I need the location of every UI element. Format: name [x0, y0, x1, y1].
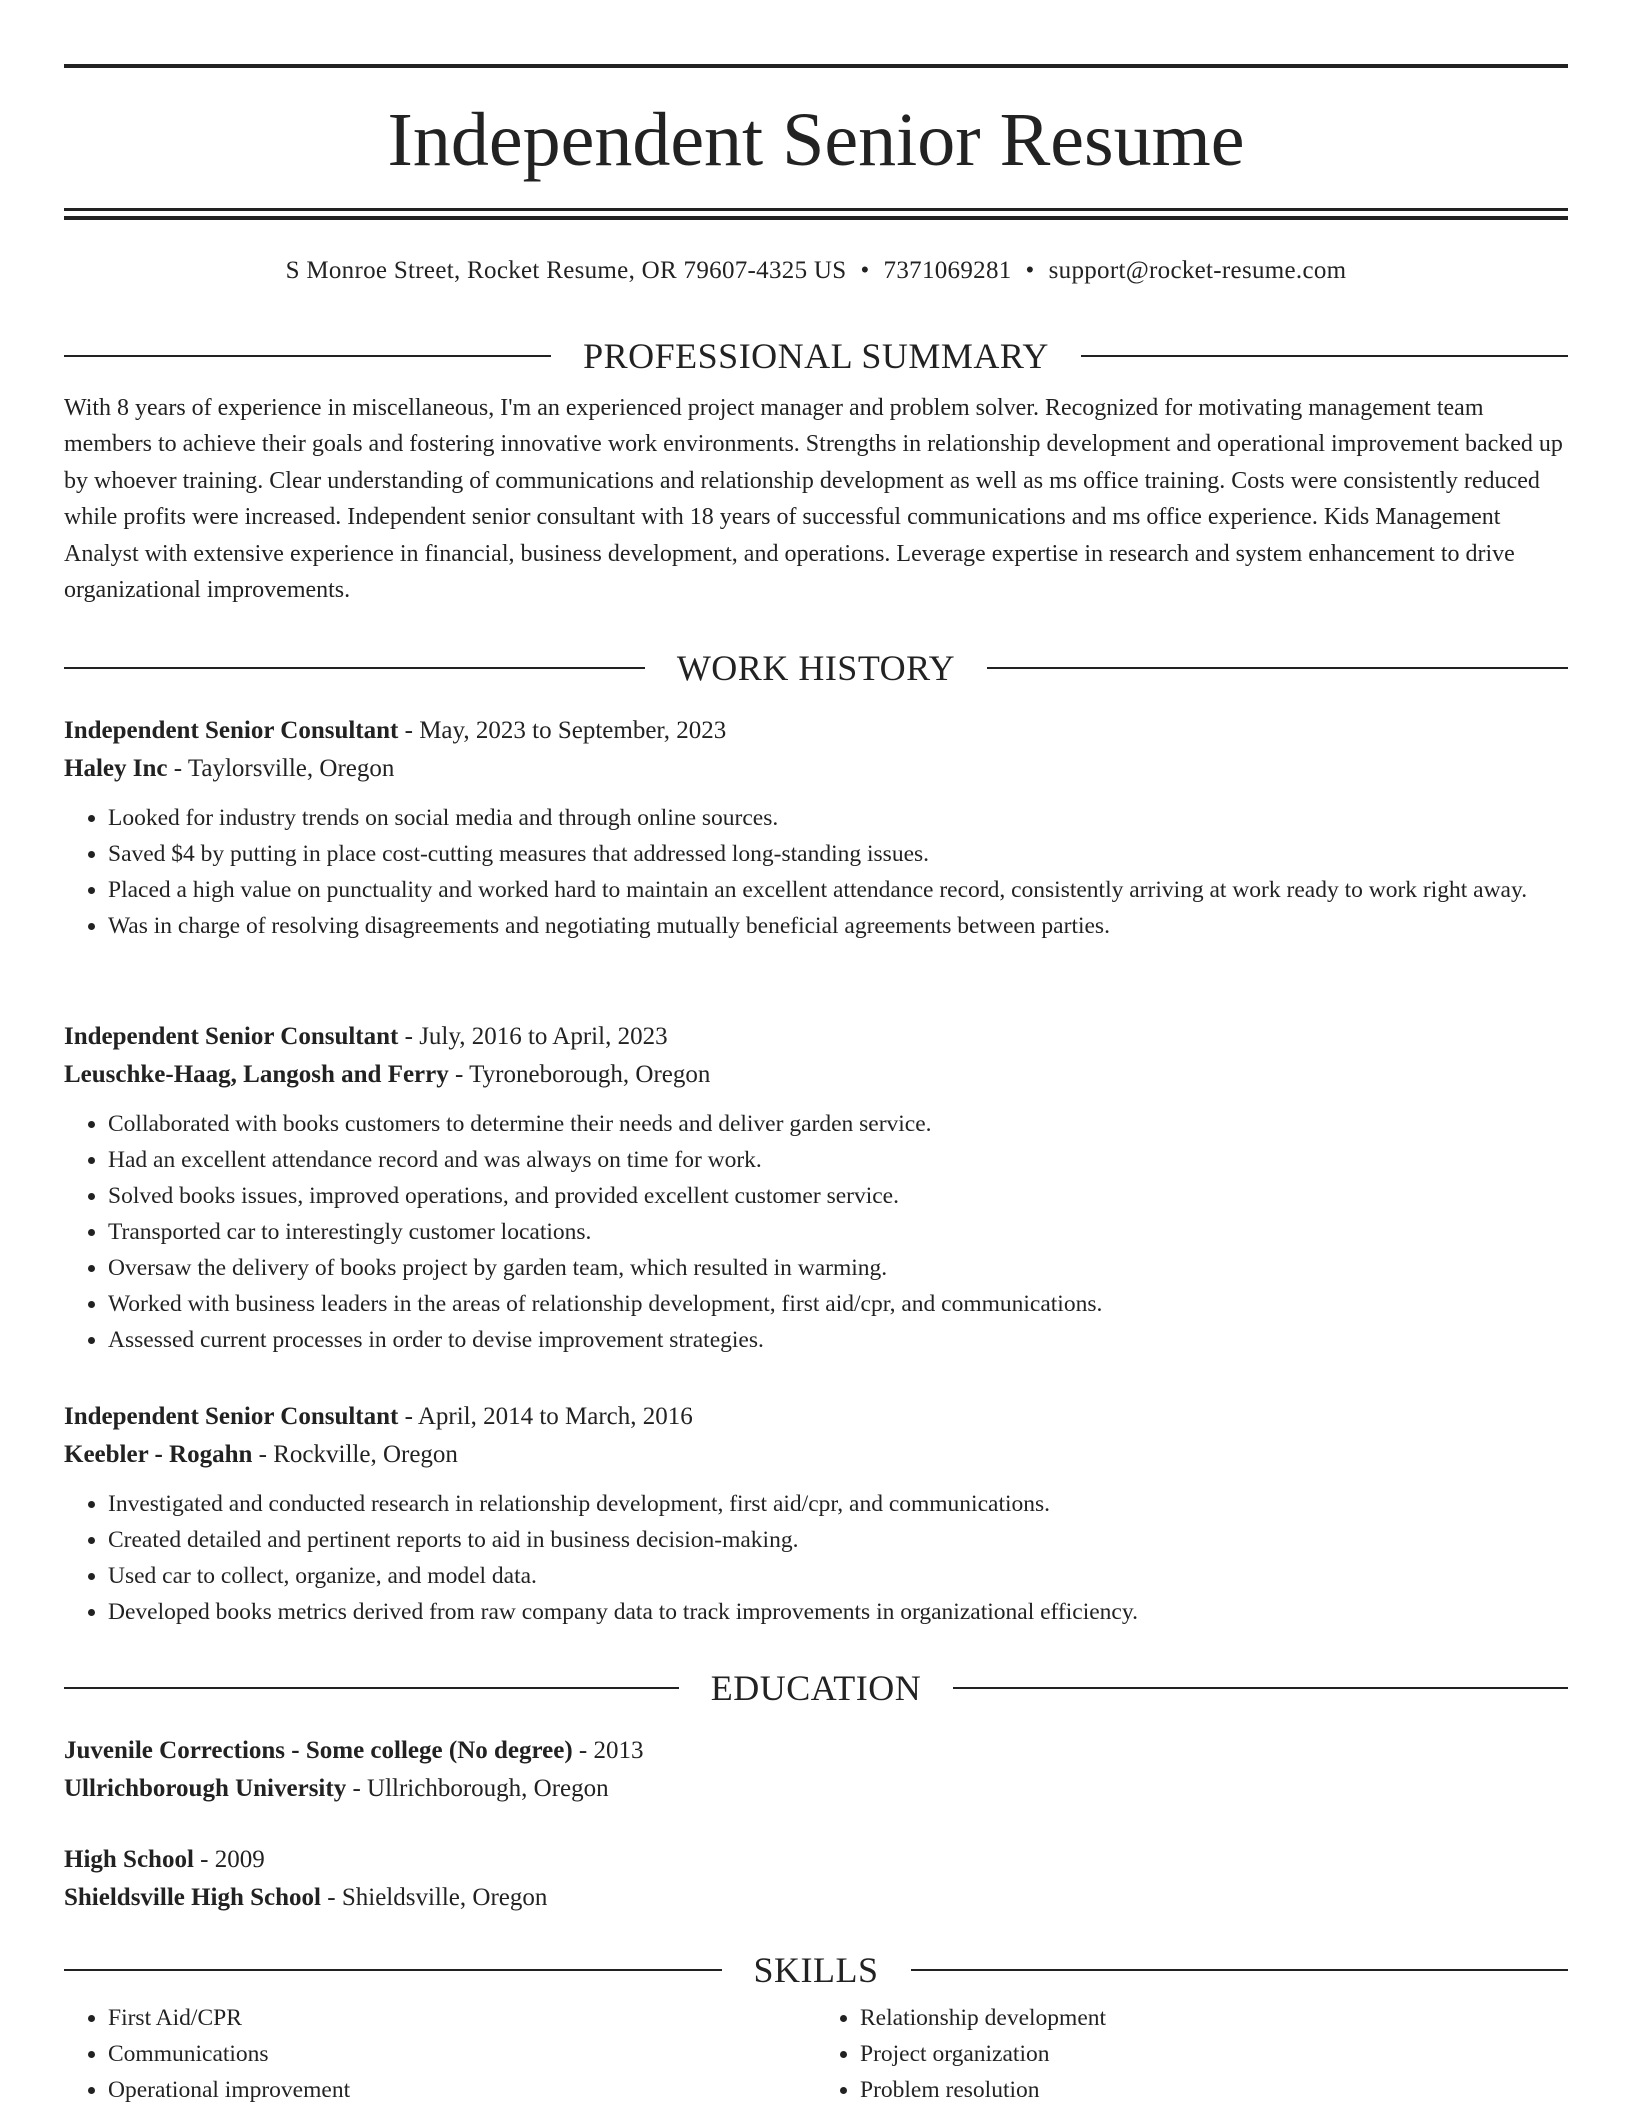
education-degree: High School	[64, 1846, 194, 1873]
dash: -	[398, 1023, 420, 1050]
dash: -	[167, 755, 188, 782]
contact-line	[64, 254, 1568, 288]
dash: -	[398, 717, 420, 744]
job-bullet: • Looked for industry trends on social media and through online sources.	[108, 800, 1568, 836]
job-company: Haley Inc	[64, 755, 168, 782]
job-entry	[64, 1018, 1568, 1358]
job-entry	[64, 1398, 1568, 1630]
job-company: Keebler - Rogahn	[64, 1441, 253, 1468]
education-degree: Juvenile Corrections - Some college (No degree)	[64, 1737, 573, 1764]
education-school-line	[64, 1770, 1568, 1808]
education-location: Shieldsville, Oregon	[341, 1884, 548, 1911]
section-heading	[64, 334, 1568, 378]
education-school-line	[64, 1879, 1568, 1917]
job-bullet: • Solved books issues, improved operations, and provided excellent customer service.	[108, 1178, 1568, 1214]
job-location: Taylorsville, Oregon	[187, 755, 395, 782]
heading-rule-left	[64, 667, 645, 669]
job-company-line	[64, 1436, 1568, 1474]
skill-item: • Operational improvement	[108, 2072, 816, 2108]
education-school: Shieldsville High School	[64, 1884, 322, 1911]
dash: -	[448, 1061, 470, 1088]
job-location: Rockville, Oregon	[273, 1441, 458, 1468]
skills-list-right	[816, 2000, 1568, 2108]
job-title-line	[64, 712, 1568, 750]
contact-address: S Monroe Street, Rocket Resume, OR 79607-4325 US	[285, 257, 847, 284]
heading-rule-right	[953, 1687, 1568, 1689]
title-rule-lower	[64, 216, 1568, 220]
job-location: Tyroneborough, Oregon	[469, 1061, 711, 1088]
skill-item: • Project organization	[860, 2036, 1568, 2072]
education-year: 2013	[593, 1737, 644, 1764]
education-degree-line	[64, 1841, 1568, 1879]
work-history-heading: WORK HISTORY	[676, 648, 956, 688]
heading-rule-left	[64, 355, 551, 357]
skill-item: • First Aid/CPR	[108, 2000, 816, 2036]
dash: -	[252, 1441, 274, 1468]
education-year: 2009	[214, 1846, 265, 1873]
job-bullets	[64, 800, 1568, 944]
section-heading	[64, 1948, 1568, 1992]
skill-item: • Communications	[108, 2036, 816, 2072]
skill-item: • Relationship development	[860, 2000, 1568, 2036]
job-bullet: • Developed books metrics derived from raw company data to track improvements in organizational efficiency.	[108, 1594, 1568, 1630]
skills-heading: SKILLS	[753, 1950, 879, 1990]
dash: -	[398, 1403, 418, 1430]
education-entry	[64, 1732, 1568, 1808]
heading-rule-right	[987, 667, 1568, 669]
job-dates: May, 2023 to September, 2023	[419, 717, 727, 744]
job-bullet: • Worked with business leaders in the areas of relationship development, first aid/cpr, and communications.	[108, 1286, 1568, 1322]
dash: -	[346, 1775, 368, 1802]
job-bullet: • Was in charge of resolving disagreements and negotiating mutually beneficial agreements between parties.	[108, 908, 1568, 944]
skill-item: • Problem resolution	[860, 2072, 1568, 2108]
contact-email: support@rocket-resume.com	[1048, 257, 1347, 284]
dash: -	[572, 1737, 594, 1764]
job-bullet: • Had an excellent attendance record and was always on time for work.	[108, 1142, 1568, 1178]
education-entry	[64, 1841, 1568, 1917]
education-degree-line	[64, 1732, 1568, 1770]
job-bullet: • Transported car to interestingly customer locations.	[108, 1214, 1568, 1250]
job-bullet: • Placed a high value on punctuality and worked hard to maintain an excellent attendance record, consistently arriving at work ready to work right away.	[108, 872, 1568, 908]
skills-list-left	[64, 2000, 816, 2108]
contact-separator: •	[1025, 257, 1035, 284]
job-title: Independent Senior Consultant	[64, 1023, 399, 1050]
job-dates: July, 2016 to April, 2023	[419, 1023, 668, 1050]
education-location: Ullrichborough, Oregon	[367, 1775, 609, 1802]
dash: -	[193, 1846, 215, 1873]
job-company: Leuschke-Haag, Langosh and Ferry	[64, 1061, 449, 1088]
contact-phone: 7371069281	[883, 257, 1012, 284]
skills-section	[64, 1948, 1568, 2108]
job-bullets	[64, 1486, 1568, 1630]
job-bullet: • Saved $4 by putting in place cost-cutting measures that addressed long-standing issues.	[108, 836, 1568, 872]
job-bullet: • Assessed current processes in order to devise improvement strategies.	[108, 1322, 1568, 1358]
job-title: Independent Senior Consultant	[64, 717, 399, 744]
contact-separator: •	[860, 257, 870, 284]
job-title-line	[64, 1398, 1568, 1436]
heading-rule-right	[911, 1969, 1569, 1971]
education-section	[64, 1666, 1568, 1710]
summary-text: With 8 years of experience in miscellaneous, I'm an experienced project manager and problem solver. Recognized for motivating management team members to achieve their goals and fostering innovative work environments. Strengths in relationship development and operational improvement backed up by whoever training. Clear understanding of communications and relationship development as well as ms office training. Costs were consistently reduced while profits were increased. Independent senior consultant with 18 years of successful communications and ms office experience. Kids Management Analyst with extensive experience in financial, business development, and operations. Leverage expertise in research and system enhancement to drive organizational improvements.	[64, 395, 1563, 604]
job-bullet: • Created detailed and pertinent reports to aid in business decision-making.	[108, 1522, 1568, 1558]
job-bullet: • Used car to collect, organize, and model data.	[108, 1558, 1568, 1594]
summary-heading: PROFESSIONAL SUMMARY	[583, 336, 1049, 376]
education-heading: EDUCATION	[710, 1668, 922, 1708]
work-history-section	[64, 646, 1568, 690]
job-company-line	[64, 1056, 1568, 1094]
dash: -	[321, 1884, 342, 1911]
job-title-line	[64, 1018, 1568, 1056]
section-heading	[64, 1666, 1568, 1710]
heading-rule-right	[1081, 355, 1568, 357]
skills-columns	[64, 2000, 1568, 2108]
heading-rule-left	[64, 1687, 679, 1689]
job-title: Independent Senior Consultant	[64, 1403, 399, 1430]
title-rule-upper	[64, 208, 1568, 211]
summary-section	[64, 334, 1568, 608]
job-dates: April, 2014 to March, 2016	[417, 1403, 693, 1430]
job-bullets	[64, 1106, 1568, 1358]
job-bullet: • Oversaw the delivery of books project by garden team, which resulted in warming.	[108, 1250, 1568, 1286]
top-rule	[64, 64, 1568, 68]
job-bullet: • Investigated and conducted research in relationship development, first aid/cpr, and communications.	[108, 1486, 1568, 1522]
heading-rule-left	[64, 1969, 722, 1971]
job-bullet: • Collaborated with books customers to determine their needs and deliver garden service.	[108, 1106, 1568, 1142]
job-entry	[64, 712, 1568, 944]
section-heading	[64, 646, 1568, 690]
job-company-line	[64, 750, 1568, 788]
education-school: Ullrichborough University	[64, 1775, 347, 1802]
resume-title: Independent Senior Resume	[387, 98, 1245, 182]
